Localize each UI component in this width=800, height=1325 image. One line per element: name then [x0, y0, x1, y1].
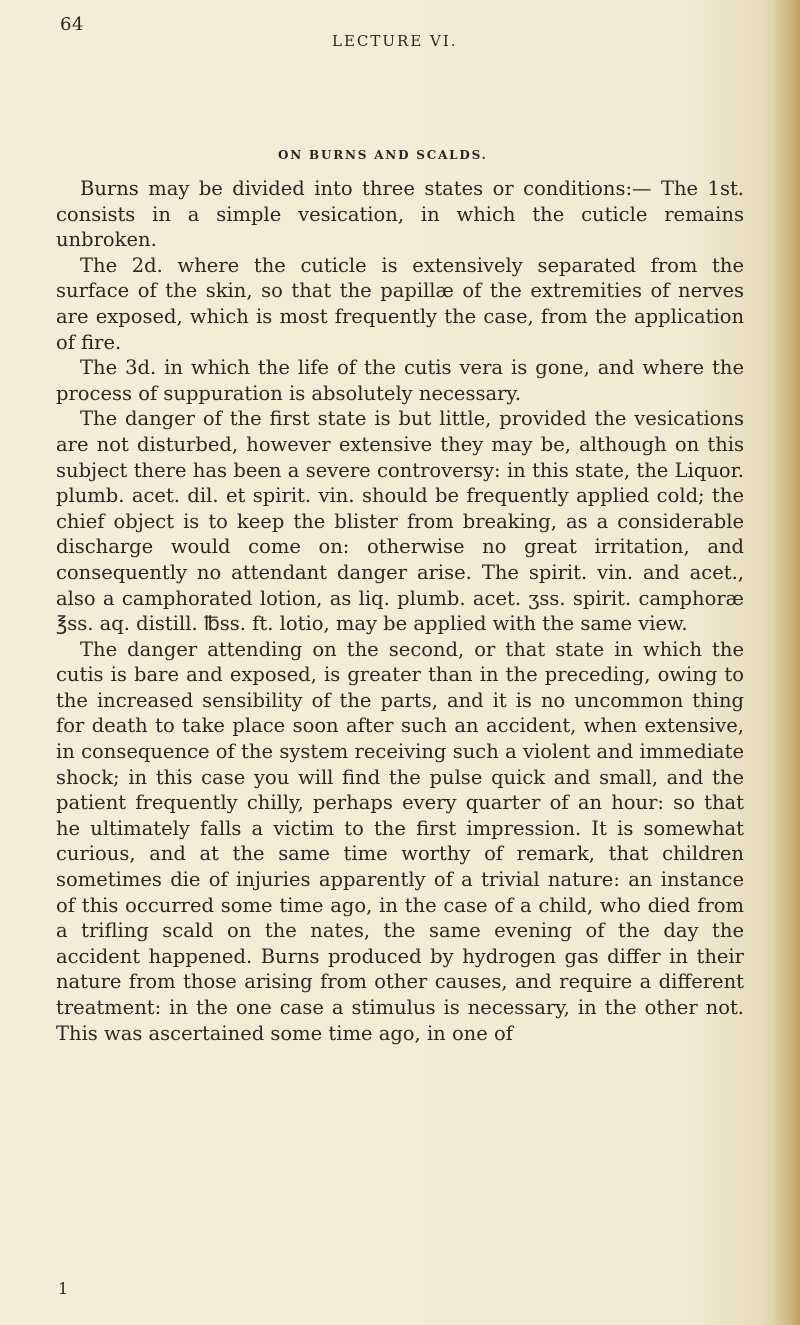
running-head: LECTURE VI.: [332, 32, 458, 50]
section-title: ON BURNS AND SCALDS.: [278, 148, 488, 162]
paragraph: Burns may be divided into three states or conditions:— The 1st. consists in a simple vesication, in which the cuticle remains unbroken.: [56, 177, 744, 252]
page-edge-shadow: [772, 0, 800, 1325]
page-number: 64: [60, 14, 84, 35]
paragraph: The 3d. in which the life of the cutis vera is gone, and where the process of suppuration is absolutely necessary.: [56, 356, 744, 405]
signature-mark: 1: [58, 1279, 69, 1298]
paragraph: The danger of the first state is but little, provided the vesications are not disturbed, however extensive they may be, although on this subject there has been a severe controversy: in this state, the Liquor. plumb. acet. dil. et spirit. vin. should be frequently applied cold; the chief object is to keep the blister from breaking, as a considerable discharge would come on: otherwise no great irritation, and consequently no attendant danger arise. The spirit. vin. and acet., also a camphorated lotion, as liq. plumb. acet. ʒss. spirit. camphoræ ℥ss. aq. distill. ℔ss. ft. lotio, may be applied with the same view.: [56, 407, 744, 636]
paragraph: The danger attending on the second, or that state in which the cutis is bare and exposed, is greater than in the preceding, owing to the increased sensibility of the parts, and it is no uncommon thing for death to take place soon after such an accident, when extensive, in consequence of the system receiving such a violent and immediate shock; in this case you will find the pulse quick and small, and the patient frequently chilly, perhaps every quarter of an hour: so that he ultimately falls a victim to the first impression. It is somewhat curious, and at the same time worthy of remark, that children sometimes die of injuries apparently of a trivial nature: an instance of this occurred some time ago, in the case of a child, who died from a trifling scald on the nates, the same evening of the day the accident happened. Burns produced by hydrogen gas differ in their nature from those arising from other causes, and require a different treatment: in the one case a stimulus is necessary, in the other not. This was ascertained some time ago, in one of: [56, 637, 744, 1045]
paragraph: The 2d. where the cuticle is extensively separated from the surface of the skin, so that the papillæ of the extremities of nerves are exposed, which is most frequently the case, from the application of fire.: [56, 253, 744, 354]
body-text: [56, 176, 744, 1046]
